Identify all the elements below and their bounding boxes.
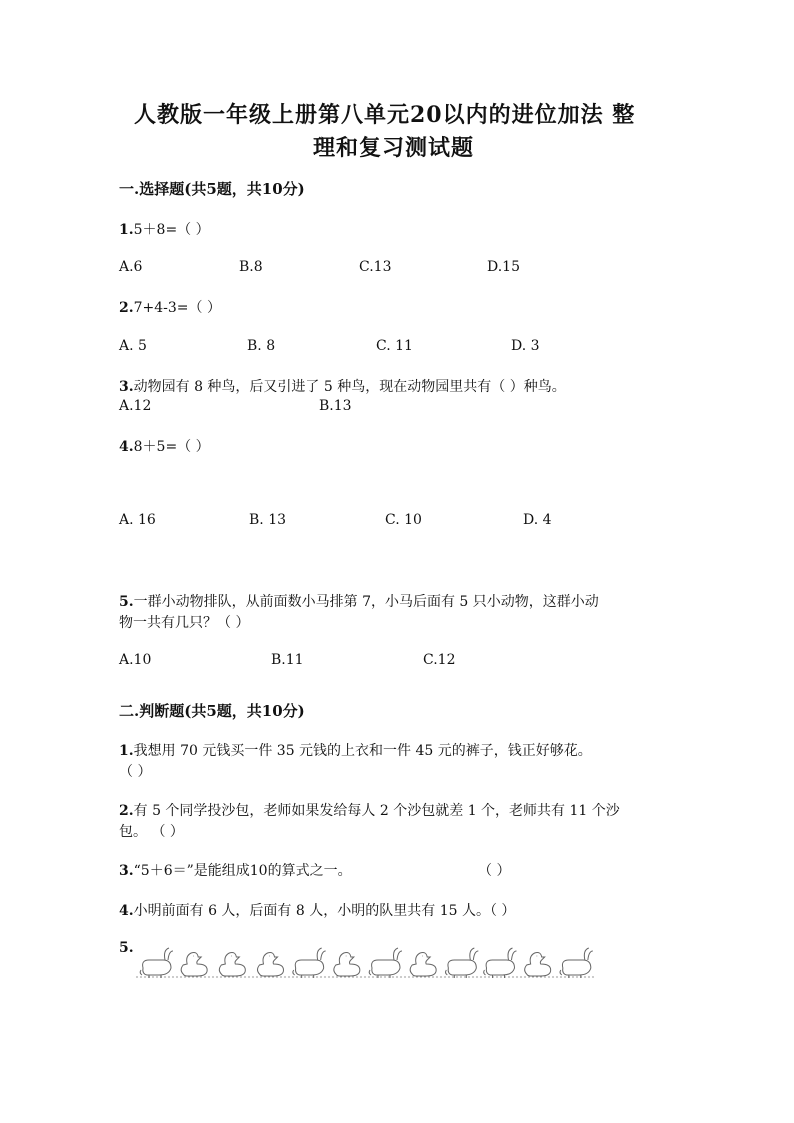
question-number: 3. bbox=[119, 379, 134, 395]
option-a: A.12 bbox=[119, 398, 152, 414]
question-text-line2: 物一共有几只？（ ） bbox=[119, 615, 250, 631]
question-3 bbox=[119, 376, 566, 396]
question-text: 8＋5=（ ） bbox=[133, 439, 210, 455]
option-a: A. 16 bbox=[119, 512, 156, 528]
question-number: 1. bbox=[119, 743, 134, 759]
section-heading-choice: 一.选择题(共5题，共10分) bbox=[119, 180, 305, 198]
question-4 bbox=[119, 436, 210, 456]
option-b: B.13 bbox=[319, 398, 352, 414]
rabbit-icon bbox=[484, 948, 517, 978]
option-c: C. 10 bbox=[385, 512, 422, 528]
duck-icon bbox=[219, 953, 245, 977]
option-a: A. 5 bbox=[119, 338, 147, 354]
section-heading-judge: 二.判断题(共5题，共10分) bbox=[119, 702, 305, 720]
question-number: 2. bbox=[119, 803, 134, 819]
duck-icon bbox=[258, 953, 284, 977]
option-b: B.11 bbox=[271, 652, 304, 668]
option-c: C.13 bbox=[359, 259, 392, 275]
judge-1 bbox=[119, 740, 592, 760]
question-2 bbox=[119, 297, 221, 317]
judge-3 bbox=[119, 860, 352, 880]
answer-parentheses: （ ） bbox=[119, 764, 152, 780]
question-text-line2: 包。 （ ） bbox=[119, 824, 184, 840]
option-a: A.6 bbox=[119, 259, 143, 275]
rabbit-icon bbox=[446, 948, 479, 978]
option-b: B. 8 bbox=[247, 338, 276, 354]
question-number: 3. bbox=[119, 863, 134, 879]
question-text-line1: 有 5 个同学投沙包，老师如果发给每人 2 个沙包就差 1 个，老师共有 11 个沙 bbox=[133, 803, 620, 819]
question-text: 7+4-3=（ ） bbox=[133, 300, 221, 316]
duck-icon bbox=[334, 953, 360, 977]
question-5 bbox=[119, 591, 599, 611]
question-text: 小明前面有 6 人，后面有 8 人，小明的队里共有 15 人。（ ） bbox=[133, 903, 516, 919]
option-b: B.8 bbox=[239, 259, 263, 275]
judge-2 bbox=[119, 800, 620, 820]
page-title-line2: 理和复习测试题 bbox=[313, 135, 475, 161]
judge-5-number: 5. bbox=[119, 940, 134, 956]
question-number: 2. bbox=[119, 300, 134, 316]
question-number: 4. bbox=[119, 903, 134, 919]
answer-parentheses: （ ） bbox=[478, 863, 511, 879]
question-text-line1: 一群小动物排队，从前面数小马排第 7，小马后面有 5 只小动物，这群小动 bbox=[133, 594, 599, 610]
duck-icon bbox=[181, 953, 207, 977]
option-a: A.10 bbox=[119, 652, 152, 668]
question-number: 1. bbox=[119, 222, 134, 238]
question-text: 5＋8=（ ） bbox=[133, 222, 210, 238]
option-d: D. 4 bbox=[523, 512, 552, 528]
rabbit-icon bbox=[293, 948, 326, 978]
question-number: 5. bbox=[119, 594, 134, 610]
option-d: D. 3 bbox=[511, 338, 540, 354]
question-text-line1: 我想用 70 元钱买一件 35 元钱的上衣和一件 45 元的裤子，钱正好够花。 bbox=[133, 743, 592, 759]
rabbit-icon bbox=[369, 948, 402, 978]
question-text: 动物园有 8 种鸟，后又引进了 5 种鸟，现在动物园里共有（ ）种鸟。 bbox=[133, 379, 566, 395]
judge-4 bbox=[119, 900, 515, 920]
question-number: 4. bbox=[119, 439, 134, 455]
question-text: “5＋6＝”是能组成10的算式之一。 bbox=[133, 863, 352, 879]
option-c: C.12 bbox=[423, 652, 456, 668]
rabbit-icon bbox=[140, 948, 173, 978]
option-b: B. 13 bbox=[249, 512, 287, 528]
option-c: C. 11 bbox=[376, 338, 413, 354]
animal-queue-picture bbox=[136, 944, 594, 980]
duck-icon bbox=[410, 953, 436, 977]
option-d: D.15 bbox=[487, 259, 520, 275]
rabbit-icon bbox=[560, 948, 593, 978]
question-1 bbox=[119, 219, 210, 239]
duck-icon bbox=[525, 953, 551, 977]
page-title-line1: 人教版一年级上册第八单元20以内的进位加法 整 bbox=[134, 102, 636, 128]
